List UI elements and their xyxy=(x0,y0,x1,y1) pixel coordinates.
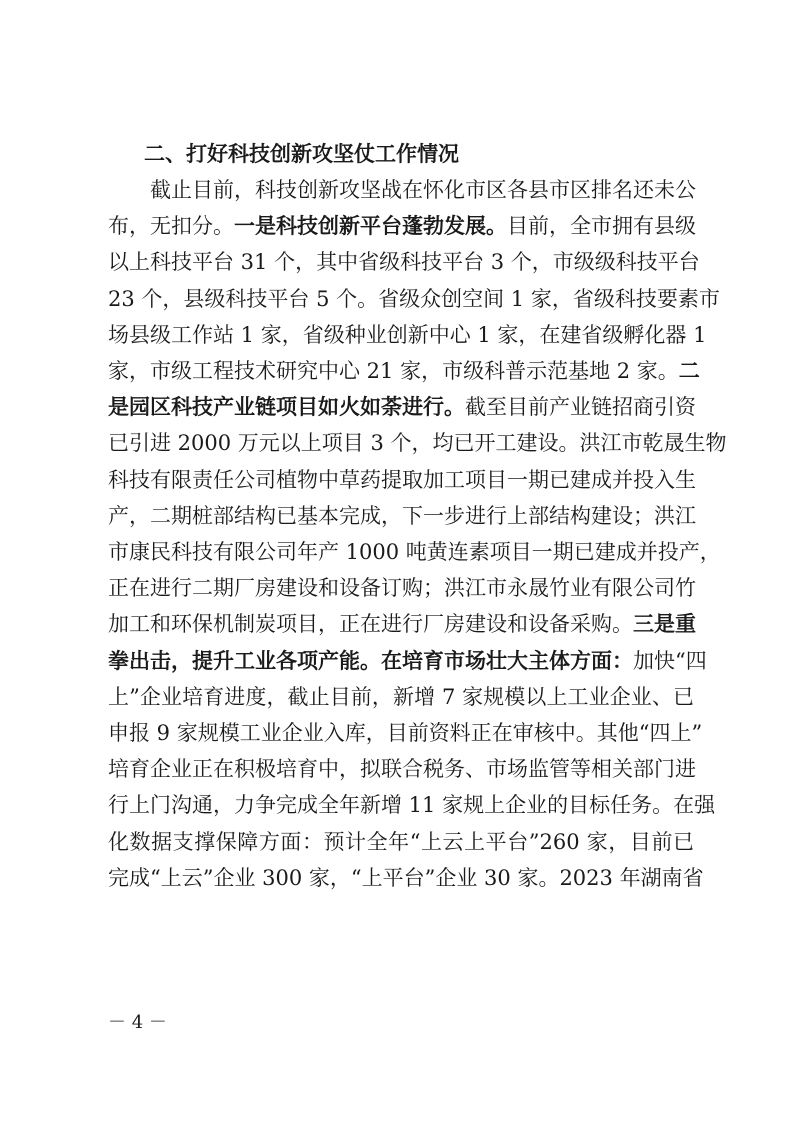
bold-text-run: 拳出击，提升工业各项产能。在培育市场壮大主体方面： xyxy=(108,647,633,673)
text-line xyxy=(108,751,694,787)
text-line xyxy=(108,425,727,461)
text-run: 产，二期桩部结构已基本完成，下一步进行上部结构建设；洪江 xyxy=(108,503,696,528)
text-line xyxy=(108,570,694,606)
section-heading: 二、打好科技创新攻坚仗工作情况 xyxy=(144,142,459,166)
text-line xyxy=(108,281,720,317)
text-run: 截止目前，科技创新攻坚战在怀化市区各县市区排名还未公 xyxy=(150,178,696,202)
text-run: 科技有限责任公司植物中草药提取加工项目一期已建成并投入生 xyxy=(108,467,696,492)
text-run: 以上科技平台 31 个，其中省级科技平台 3 个，市级级科技平台 xyxy=(108,250,700,275)
text-line xyxy=(108,787,716,823)
text-run: 市康民科技有限公司年产 1000 吨黄连素项目一期已建成并投产， xyxy=(108,540,721,564)
text-run: 培育企业正在积极培育中，拟联合税务、市场监管等相关部门进 xyxy=(108,757,696,782)
text-line xyxy=(108,606,694,642)
text-line xyxy=(108,679,694,715)
text-line xyxy=(108,715,703,751)
text-run: 场县级工作站 1 家，省级种业创新中心 1 家，在建省级孵化器 1 xyxy=(108,322,707,347)
text-line xyxy=(108,860,704,896)
page-number: － 4 － xyxy=(108,1012,167,1033)
text-run: 布，无扣分。 xyxy=(108,214,234,239)
text-line xyxy=(108,824,694,860)
text-line xyxy=(108,498,694,534)
text-run: 化数据支撑保障方面：预计全年“上云上平台”260 家，目前已 xyxy=(108,829,694,854)
bold-text-run: 一是科技创新平台蓬勃发展。 xyxy=(234,213,507,239)
text-run: 完成“上云”企业 300 家，“上平台”企业 30 家。2023 年湖南省 xyxy=(108,865,704,890)
text-line xyxy=(108,317,707,353)
text-run: 已引进 2000 万元以上项目 3 个，均已开工建设。洪江市乾晟生物 xyxy=(108,431,727,456)
text-run: 行上门沟通，力争完成全年新增 11 家规上企业的目标任务。在强 xyxy=(108,793,716,818)
bold-text-run: 二 xyxy=(678,358,700,383)
text-run: 目前，全市拥有县级 xyxy=(507,214,696,239)
text-line xyxy=(108,643,707,679)
text-line xyxy=(108,462,694,498)
text-run: 家，市级工程技术研究中心 21 家，市级科普示范基地 2 家。 xyxy=(108,359,679,383)
text-run: 上”企业培育进度，截止目前，新增 7 家规模以上工业企业、已 xyxy=(108,684,694,709)
text-run: 正在进行二期厂房建设和设备订购；洪江市永晟竹业有限公司竹 xyxy=(108,576,696,601)
text-line xyxy=(108,244,700,280)
text-run: 加工和环保机制炭项目，正在进行厂房建设和设备采购。 xyxy=(108,612,633,637)
text-line xyxy=(108,534,721,570)
text-line xyxy=(150,172,694,208)
bold-text-run: 是园区科技产业链项目如火如荼进行。 xyxy=(108,394,465,420)
text-run: 加快“四 xyxy=(633,648,707,673)
text-run: 23 个，县级科技平台 5 个。省级众创空间 1 家，省级科技要素市 xyxy=(108,286,720,311)
text-line xyxy=(108,389,694,425)
text-line xyxy=(108,353,700,389)
text-line xyxy=(108,208,694,244)
text-run: 截至目前产业链招商引资 xyxy=(465,395,696,420)
bold-text-run: 三是重 xyxy=(633,611,696,637)
text-run: 申报 9 家规模工业企业入库，目前资料正在审核中。其他“四上” xyxy=(108,721,703,745)
